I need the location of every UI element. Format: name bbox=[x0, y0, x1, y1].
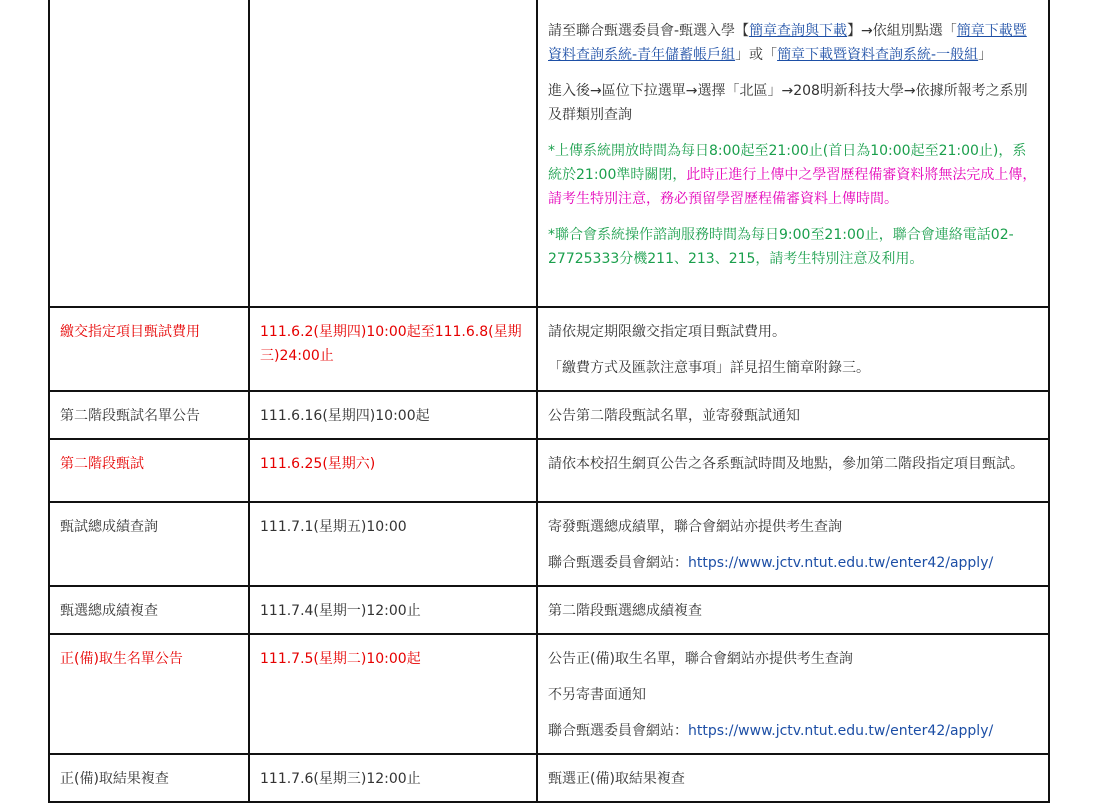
support-notice: *聯合會系統操作諮詢服務時間為每日9:00至21:00止，聯合會連絡電話02-27725333分機211、213、215，請考生特別注意及利用。 bbox=[548, 227, 1014, 267]
table-row bbox=[49, 586, 1049, 634]
notes-cell: 請依規定期限繳交指定項目甄試費用。 「繳費方式及匯款注意事項」詳見招生簡章附錄三。 bbox=[537, 307, 1049, 391]
jctv-website-link[interactable]: https://www.jctv.ntut.edu.tw/enter42/apply/ bbox=[688, 723, 994, 739]
date-cell: 111.6.2(星期四)10:00起至111.6.8(星期三)24:00止 bbox=[249, 307, 537, 391]
table-row bbox=[49, 634, 1049, 754]
notes-cell: 第二階段甄選總成績複查 bbox=[537, 586, 1049, 634]
table-row bbox=[49, 0, 1049, 307]
item-cell: 甄試總成績查詢 bbox=[49, 502, 249, 586]
date-cell bbox=[249, 0, 537, 307]
table-row bbox=[49, 502, 1049, 586]
notes-cell: 公告第二階段甄試名單，並寄發甄試通知 bbox=[537, 391, 1049, 439]
item-cell: 第二階段甄試 bbox=[49, 439, 249, 502]
schedule-table bbox=[48, 0, 1050, 803]
item-cell bbox=[49, 0, 249, 307]
notes-cell bbox=[537, 0, 1049, 307]
date-cell: 111.6.25(星期六) bbox=[249, 439, 537, 502]
notes-cell: 請依本校招生網頁公告之各系甄試時間及地點，參加第二階段指定項目甄試。 bbox=[537, 439, 1049, 502]
date-cell: 111.6.16(星期四)10:00起 bbox=[249, 391, 537, 439]
brochure-query-link[interactable]: 簡章查詢與下載 bbox=[749, 23, 848, 39]
jctv-website-link[interactable]: https://www.jctv.ntut.edu.tw/enter42/apply/ bbox=[688, 555, 994, 571]
date-cell: 111.7.4(星期一)12:00止 bbox=[249, 586, 537, 634]
date-cell: 111.7.1(星期五)10:00 bbox=[249, 502, 537, 586]
table-row bbox=[49, 754, 1049, 802]
notes-cell: 甄選正(備)取結果複查 bbox=[537, 754, 1049, 802]
item-cell: 正(備)取生名單公告 bbox=[49, 634, 249, 754]
item-cell: 第二階段甄試名單公告 bbox=[49, 391, 249, 439]
notes-paragraph: 請至聯合甄選委員會-甄選入學【簡章查詢與下載】→依組別點選「簡章下載暨資料查詢系統-青年儲蓄帳戶組」或「簡章下載暨資料查詢系統-一般組」 bbox=[548, 23, 1027, 63]
notes-cell: 公告正(備)取生名單，聯合會網站亦提供考生查詢 不另寄書面通知 聯合甄選委員會網站：https://www.jctv.ntut.edu.tw/enter42/apply/ bbox=[537, 634, 1049, 754]
table-row bbox=[49, 439, 1049, 502]
item-cell: 正(備)取結果複查 bbox=[49, 754, 249, 802]
youth-savings-group-link[interactable]: 簡章下載暨資料查詢系統-青年儲蓄帳戶組 bbox=[548, 23, 1027, 63]
date-cell: 111.7.5(星期二)10:00起 bbox=[249, 634, 537, 754]
item-cell: 繳交指定項目甄試費用 bbox=[49, 307, 249, 391]
notes-paragraph: 進入後→區位下拉選單→選擇「北區」→208明新科技大學→依據所報考之系別及群類別查詢 bbox=[548, 83, 1028, 123]
upload-notice: *上傳系統開放時間為每日8:00起至21:00止(首日為10:00起至21:00止)，系統於21:00準時關閉，此時正進行上傳中之學習歷程備審資料將無法完成上傳，請考生特別注意，務必預留學習歷程備審資料上傳時間。 bbox=[548, 143, 1037, 207]
general-group-link[interactable]: 簡章下載暨資料查詢系統-一般組 bbox=[777, 47, 979, 63]
notes-cell: 寄發甄選總成績單，聯合會網站亦提供考生查詢 聯合甄選委員會網站：https://www.jctv.ntut.edu.tw/enter42/apply/ bbox=[537, 502, 1049, 586]
table-row bbox=[49, 391, 1049, 439]
date-cell: 111.7.6(星期三)12:00止 bbox=[249, 754, 537, 802]
table-row bbox=[49, 307, 1049, 391]
item-cell: 甄選總成績複查 bbox=[49, 586, 249, 634]
